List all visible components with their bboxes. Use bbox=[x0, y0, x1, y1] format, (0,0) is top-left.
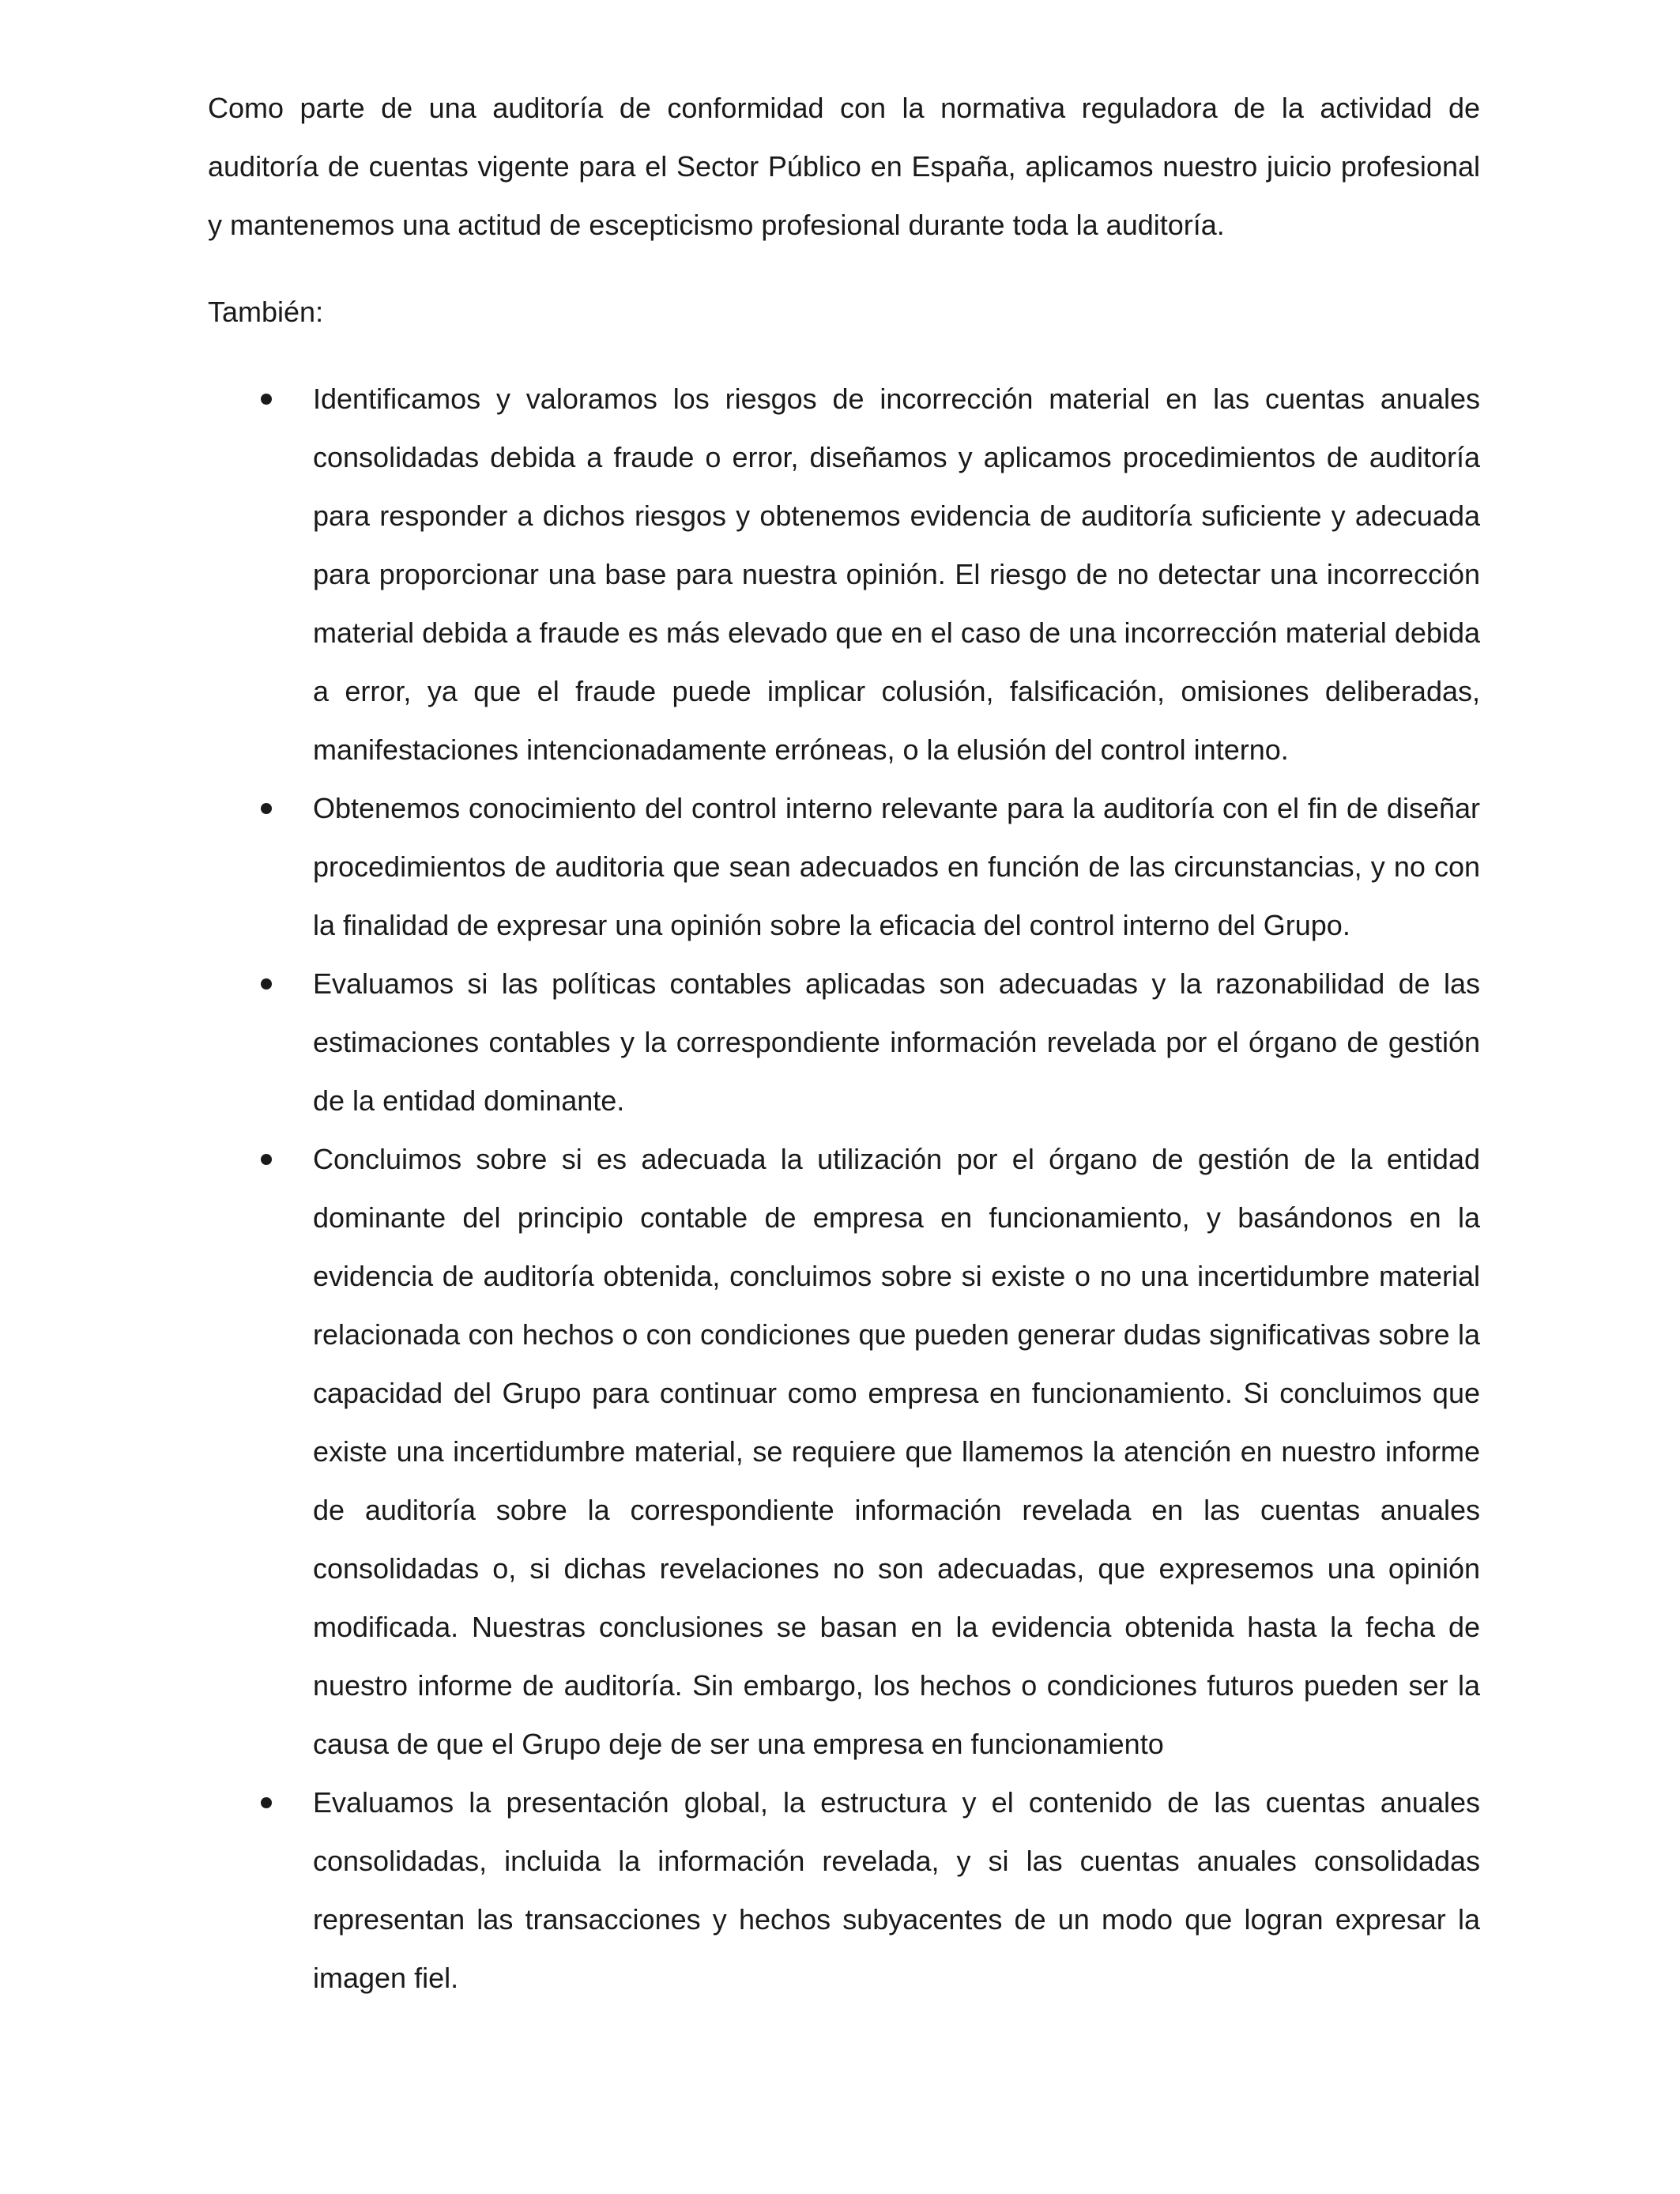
bullet-list bbox=[208, 370, 1480, 2007]
bullet-icon bbox=[261, 803, 272, 814]
also-label: También: bbox=[208, 296, 324, 328]
list-item-text: Obtenemos conocimiento del control interno relevante para la auditoría con el fin de diseñar procedimientos de auditoria que sean adecuados en función de las circunstancias, y no con la finalidad de expresar una opinión sobre la eficacia del control interno del Grupo. bbox=[313, 792, 1480, 941]
bullet-icon bbox=[261, 1154, 272, 1165]
list-item bbox=[208, 1774, 1480, 2007]
list-item bbox=[208, 779, 1480, 955]
list-item bbox=[208, 370, 1480, 779]
list-item bbox=[208, 1130, 1480, 1774]
bullet-icon bbox=[261, 1797, 272, 1808]
intro-paragraph: Como parte de una auditoría de conformidad con la normativa reguladora de la actividad de auditoría de cuentas vigente para el Sector Público en España, aplicamos nuestro juicio profesional y mantenemos una actitud de escepticismo profesional durante toda la auditoría. bbox=[208, 92, 1480, 241]
document-body bbox=[208, 79, 1480, 2007]
list-item-text: Concluimos sobre si es adecuada la utilización por el órgano de gestión de la entidad dominante del principio contable de empresa en funcionamiento, y basándonos en la evidencia de auditoría obtenida, concluimos sobre si existe o no una incertidumbre material relacionada con hechos o con condiciones que pueden generar dudas significativas sobre la capacidad del Grupo para continuar como empresa en funcionamiento. Si concluimos que existe una incertidumbre material, se requiere que llamemos la atención en nuestro informe de auditoría sobre la correspondiente información revelada en las cuentas anuales consolidadas o, si dichas revelaciones no son adecuadas, que expresemos una opinión modificada. Nuestras conclusiones se basan en la evidencia obtenida hasta la fecha de nuestro informe de auditoría. Sin embargo, los hechos o condiciones futuros pueden ser la causa de que el Grupo deje de ser una empresa en funcionamiento bbox=[313, 1143, 1480, 1760]
bullet-icon bbox=[261, 978, 272, 990]
list-item-text: Evaluamos la presentación global, la estructura y el contenido de las cuentas anuales consolidadas, incluida la información revelada, y si las cuentas anuales consolidadas representan las transacciones y hechos subyacentes de un modo que logran expresar la imagen fiel. bbox=[313, 1786, 1480, 1994]
list-item-text: Evaluamos si las políticas contables aplicadas son adecuadas y la razonabilidad de las estimaciones contables y la correspondiente información revelada por el órgano de gestión de la entidad dominante. bbox=[313, 967, 1480, 1117]
list-item bbox=[208, 955, 1480, 1130]
bullet-icon bbox=[261, 394, 272, 405]
list-item-text: Identificamos y valoramos los riesgos de incorrección material en las cuentas anuales consolidadas debida a fraude o error, diseñamos y aplicamos procedimientos de auditoría para responder a dichos riesgos y obtenemos evidencia de auditoría suficiente y adecuada para proporcionar una base para nuestra opinión. El riesgo de no detectar una incorrección material debida a fraude es más elevado que en el caso de una incorrección material debida a error, ya que el fraude puede implicar colusión, falsificación, omisiones deliberadas, manifestaciones intencionadamente erróneas, o la elusión del control interno. bbox=[313, 383, 1480, 766]
